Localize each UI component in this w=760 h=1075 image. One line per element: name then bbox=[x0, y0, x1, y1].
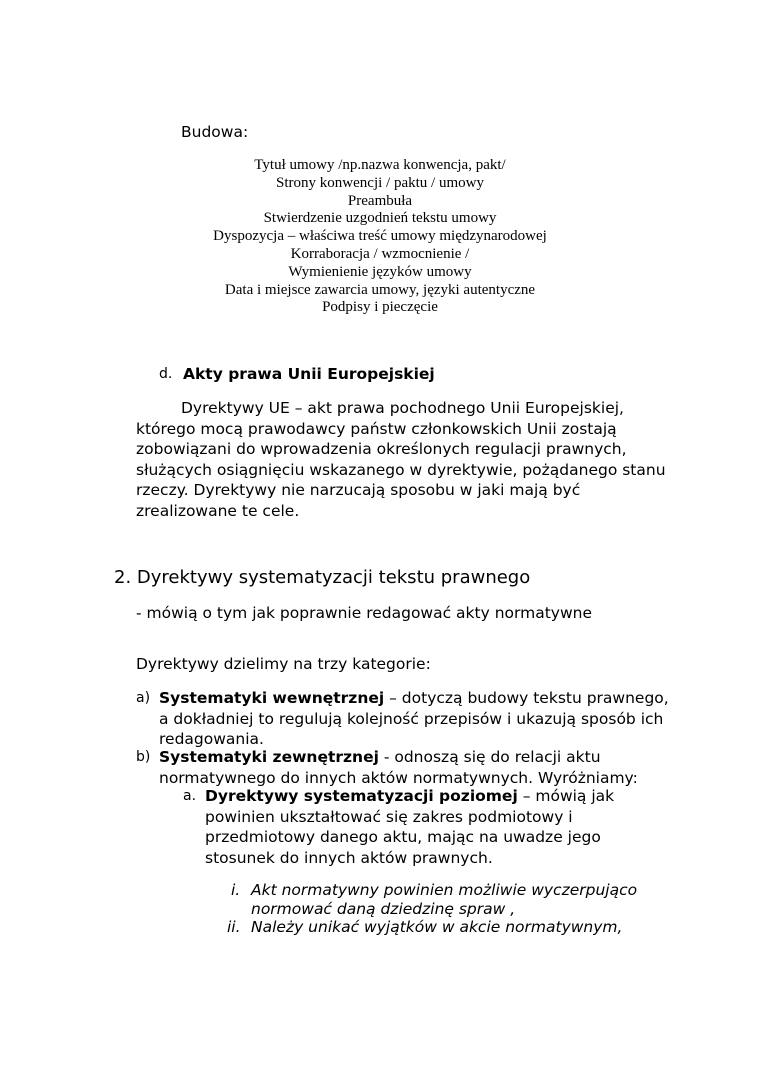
paragraph-line: Dyrektywy UE – akt prawa pochodnego Unii Europejskiej, bbox=[181, 399, 624, 417]
paragraph-line: rzeczy. Dyrektywy nie narzucają sposobu w jaki mają być bbox=[136, 481, 581, 499]
section-d-marker: d. bbox=[159, 366, 173, 382]
list-item-a-line: redagowania. bbox=[159, 730, 264, 748]
list-item-b-line: normatywnego do innych aktów normatywnych. Wyróżniamy: bbox=[159, 768, 638, 787]
roman-item-ii bbox=[251, 918, 622, 937]
roman-marker-i: i. bbox=[231, 881, 241, 899]
sublist-item-a-line: powinien ukształtować się zakres podmiotowy i bbox=[205, 807, 573, 826]
paragraph-line: zrealizowane te cele. bbox=[136, 501, 300, 520]
roman-marker-ii: ii. bbox=[227, 918, 241, 936]
paragraph-line: służących osiągnięciu wskazanego w dyrektywie, pożądanego stanu bbox=[136, 460, 666, 479]
budowa-item: Wymienienie języków umowy bbox=[288, 263, 472, 280]
roman-item-line: normować daną dziedzinę spraw , bbox=[251, 900, 516, 918]
paragraph-line: zobowiązani do wprowadzenia określonych regulacji prawnych, bbox=[136, 440, 627, 458]
roman-item-line: Należy unikać wyjątków w akcie normatywnym, bbox=[251, 918, 623, 936]
budowa-item: Korraboracja / wzmocnienie / bbox=[290, 245, 470, 262]
paragraph-line: którego mocą prawodawcy państw członkowskich Unii zostają bbox=[136, 419, 617, 438]
budowa-list bbox=[160, 157, 600, 317]
section-2-intro: Dyrektywy dzielimy na trzy kategorie: bbox=[136, 655, 431, 673]
list-item-a bbox=[159, 688, 669, 750]
section-d-paragraph bbox=[136, 398, 666, 521]
budowa-item: Data i miejsce zawarcia umowy, języki autentyczne bbox=[224, 281, 536, 298]
sublist-marker-a: a. bbox=[183, 788, 197, 804]
sublist-item-a-text: – mówią jak bbox=[517, 787, 615, 805]
list-item-b bbox=[159, 747, 638, 788]
sublist-item-a-term: Dyrektywy systematyzacji poziomej bbox=[205, 787, 518, 805]
budowa-item: Tytuł umowy /np.nazwa konwencja, pakt/ bbox=[254, 157, 506, 173]
list-item-a-text: – dotyczą budowy tekstu prawnego, bbox=[384, 689, 669, 707]
sublist-item-a-line: stosunek do innych aktów prawnych. bbox=[205, 848, 493, 867]
budowa-label: Budowa: bbox=[181, 123, 249, 141]
list-marker-b: b) bbox=[136, 749, 151, 765]
sublist-item-a bbox=[205, 786, 614, 868]
budowa-item: Dyspozycja – właściwa treść umowy międzynarodowej bbox=[213, 228, 547, 245]
budowa-item: Stwierdzenie uzgodnień tekstu umowy bbox=[263, 210, 497, 227]
list-marker-a: a) bbox=[136, 690, 151, 706]
list-item-b-term: Systematyki zewnętrznej bbox=[159, 748, 379, 766]
roman-item-i bbox=[251, 881, 637, 919]
sublist-item-a-line: przedmiotowy danego aktu, mając na uwadze jego bbox=[205, 828, 601, 846]
list-item-a-term: Systematyki wewnętrznej bbox=[159, 689, 385, 707]
roman-item-line: Akt normatywny powinien możliwie wyczerpująco bbox=[251, 881, 638, 899]
section-2-heading: 2. Dyrektywy systematyzacji tekstu prawnego bbox=[114, 567, 531, 588]
budowa-item: Preambuła bbox=[347, 192, 413, 209]
section-2-subtitle: - mówią o tym jak poprawnie redagować akty normatywne bbox=[136, 604, 593, 622]
list-item-b-text: - odnoszą się do relacji aktu bbox=[378, 748, 601, 766]
list-item-a-line: a dokładniej to regulują kolejność przepisów i ukazują sposób ich bbox=[159, 709, 664, 728]
section-d-heading: Akty prawa Unii Europejskiej bbox=[183, 365, 435, 383]
budowa-item: Strony konwencji / paktu / umowy bbox=[276, 174, 484, 191]
budowa-item: Podpisy i pieczęcie bbox=[322, 299, 438, 316]
